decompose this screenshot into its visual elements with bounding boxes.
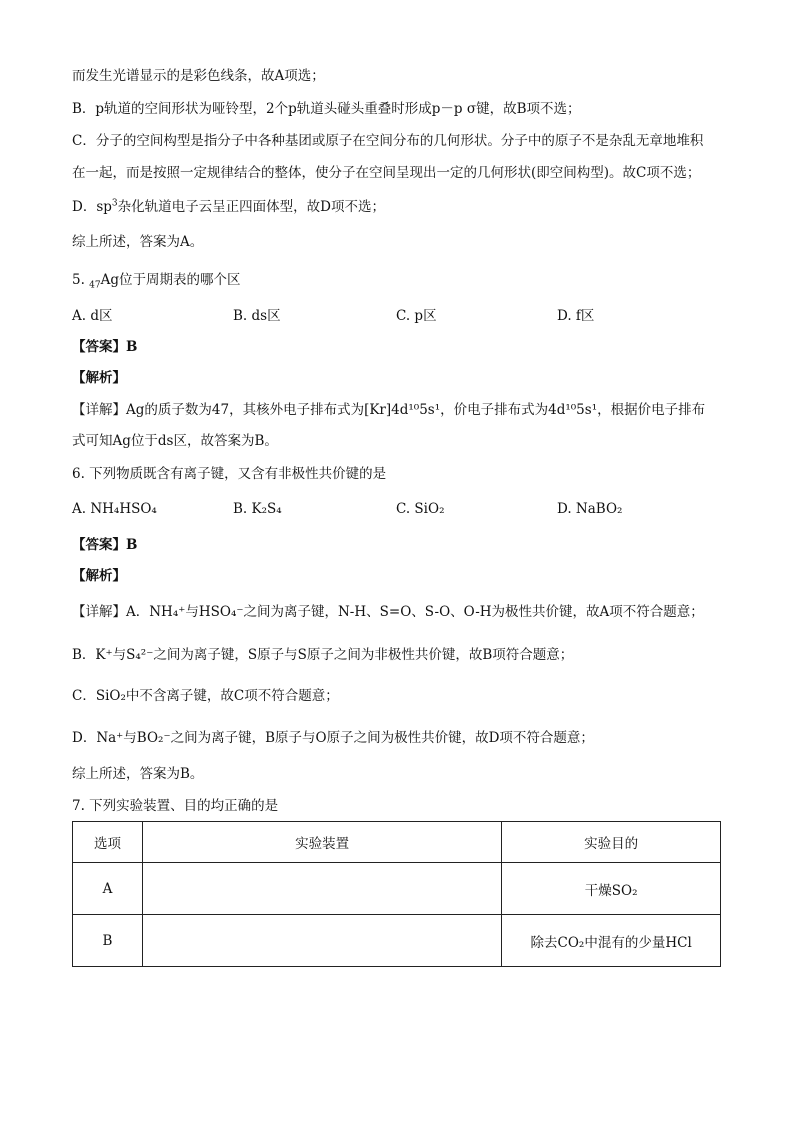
table-header-cell: 选项	[73, 822, 143, 863]
table-cell-purpose: 除去CO₂中混有的少量HCl	[502, 915, 721, 967]
q6-detail: D．Na⁺与BO₂⁻之间为离子键，B原子与O原子之间为极性共价键，故D项不符合题意；	[72, 730, 594, 746]
q5-option-d: D. f区	[557, 308, 595, 324]
text-fragment: D．sp	[72, 199, 112, 215]
q5-analysis-tag: 【解析】	[72, 370, 126, 386]
question-number: 5.	[72, 272, 90, 288]
q6-option-b: B. K₂S₄	[233, 501, 282, 517]
question-5-stem	[72, 270, 241, 290]
text-line: 在一起，而是按照一定规律结合的整体，使分子在空间呈现出一定的几何形状(即空间构型)。故C项不选；	[72, 165, 701, 181]
table-header-row	[73, 822, 721, 863]
experiment-table	[72, 821, 721, 967]
table-cell-purpose: 干燥SO₂	[502, 863, 721, 915]
q6-conclusion: 综上所述，答案为B。	[72, 766, 204, 782]
question-6-stem: 6. 下列物质既含有离子键，又含有非极性共价键的是	[72, 466, 387, 482]
q5-detail: 【详解】Ag的质子数为47，其核外电子排布式为[Kr]4d¹⁰5s¹，价电子排布式为4d¹⁰5s¹，根据价电子排布	[72, 402, 706, 418]
text-line: 而发生光谱显示的是彩色线条，故A项选；	[72, 68, 325, 84]
q6-option-c: C. SiO₂	[396, 501, 445, 517]
table-header-cell: 实验目的	[502, 822, 721, 863]
q6-detail: 【详解】A．NH₄⁺与HSO₄⁻之间为离子键，N-H、S=O、S-O、O-H为极性共价键，故A项不符合题意；	[72, 604, 704, 620]
table-row	[73, 915, 721, 967]
text-line: C．分子的空间构型是指分子中各种基团或原子在空间分布的几何形状。分子中的原子不是杂乱无章地堆积	[72, 133, 704, 149]
q5-answer: 【答案】B	[72, 339, 138, 355]
conclusion-line: 综上所述，答案为A。	[72, 234, 204, 250]
q5-option-c: C. p区	[396, 308, 437, 324]
superscript: 3	[111, 198, 118, 209]
q6-option-d: D. NaBO₂	[557, 501, 623, 517]
question-7-stem: 7. 下列实验装置、目的均正确的是	[72, 798, 279, 814]
text-line: B．p轨道的空间形状为哑铃型，2个p轨道头碰头重叠时形成p－p σ键，故B项不选；	[72, 101, 581, 117]
q6-option-a: A. NH₄HSO₄	[72, 501, 157, 517]
q6-analysis-tag: 【解析】	[72, 568, 126, 584]
table-row	[73, 863, 721, 915]
text-line	[72, 197, 385, 217]
q5-detail: 式可知Ag位于ds区，故答案为B。	[72, 433, 278, 449]
q6-answer: 【答案】B	[72, 537, 138, 553]
subscript: 47	[89, 280, 101, 291]
question-text: Ag位于周期表的哪个区	[100, 272, 241, 288]
q6-detail: B．K⁺与S₄²⁻之间为离子键，S原子与S原子之间为非极性共价键，故B项符合题意；	[72, 647, 574, 663]
q5-option-a: A. d区	[72, 308, 113, 324]
table-header-cell: 实验装置	[142, 822, 501, 863]
q5-option-b: B. ds区	[233, 308, 281, 324]
q6-detail: C．SiO₂中不含离子键，故C项不符合题意；	[72, 688, 339, 704]
table-cell-option: A	[73, 863, 143, 915]
text-fragment: 杂化轨道电子云呈正四面体型，故D项不选；	[117, 199, 385, 215]
table-cell-option: B	[73, 915, 143, 967]
table-cell-apparatus	[142, 863, 501, 915]
table-cell-apparatus	[142, 915, 501, 967]
